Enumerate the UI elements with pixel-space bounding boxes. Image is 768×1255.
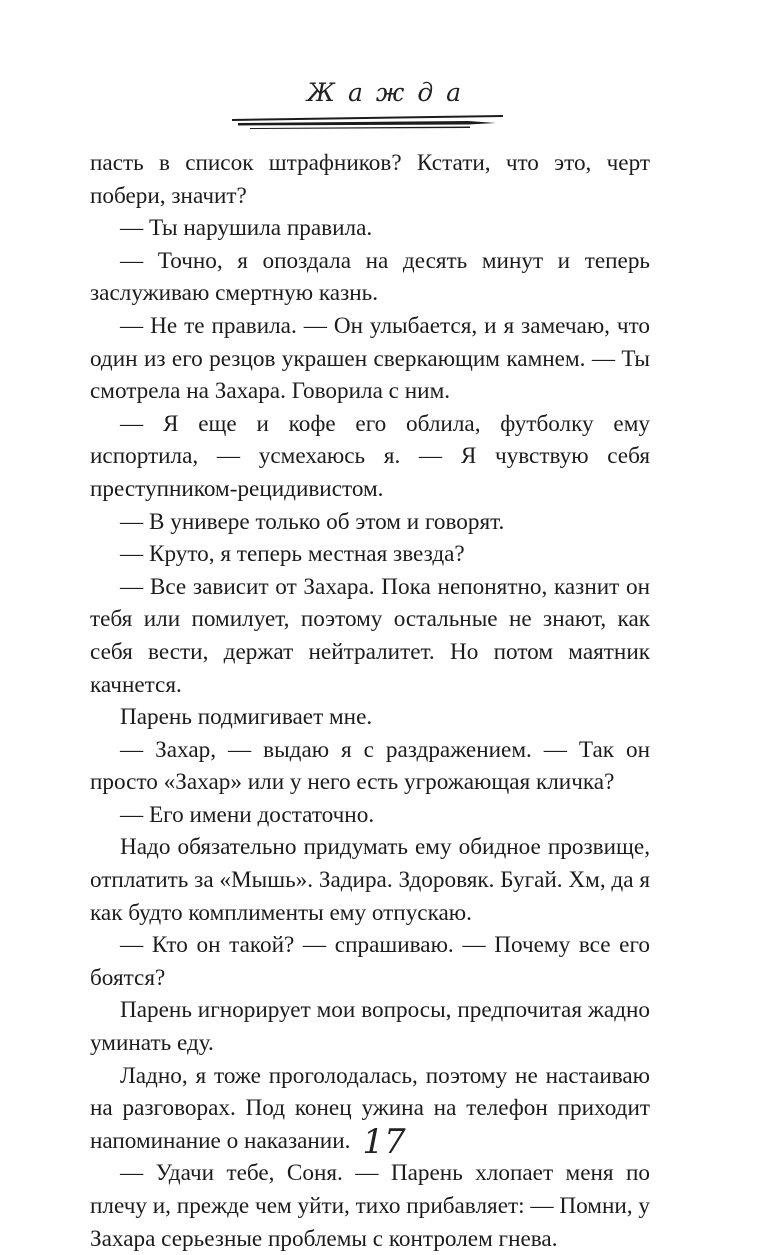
paragraph: Парень подмигивает мне. <box>120 704 373 731</box>
paragraph: — Все зависит от Захара. Пока непонятно, казнит он тебя или помилует, поэтому остальные не знают, как себя вести, держат нейтралитет. Но потом маятник качнется. <box>90 573 650 698</box>
paragraph: Парень игнорирует мои вопросы, предпочитая жадно уминать еду. <box>90 997 650 1057</box>
paragraph: — Ты нарушила правила. <box>120 215 373 242</box>
paragraph: — Удачи тебе, Соня. — Парень хлопает меня по плечу и, прежде чем уйти, тихо прибавляет: — Помни, у Захара серьезные проблемы с контролем гнева. <box>90 1160 650 1252</box>
paragraph: — Захар, — выдаю я с раздражением. — Так он просто «Захар» или у него есть угрожающая кличка? <box>90 736 650 796</box>
paragraph: — Круто, я теперь местная звезда? <box>120 541 465 568</box>
book-title: Жажда <box>306 78 475 107</box>
paragraph: пасть в список штрафников? Кстати, что это, черт побери, значит? <box>90 150 650 209</box>
page-body <box>90 147 650 1255</box>
paragraph: — Не те правила. — Он улыбается, и я замечаю, что один из его резцов украшен сверкающим камнем. — Ты смотрела на Захара. Говорила с ним. <box>90 312 650 405</box>
paragraph: — Я еще и кофе его облила, футболку ему испортила, — усмехаюсь я. — Я чувствую себя преступником-рецидивистом. <box>90 410 650 502</box>
decorative-rule <box>0 112 768 132</box>
paragraph: Надо обязательно придумать ему обидное прозвище, отплатить за «Мышь». Задира. Здоровяк. Бугай. Хм, да я как будто комплименты ему отпускаю. <box>90 834 650 926</box>
paragraph: — Кто он такой? — спрашиваю. — Почему все его боятся? <box>90 932 650 991</box>
paragraph: Ладно, я тоже проголодалась, поэтому не настаиваю на разговорах. Под конец ужина на телефон приходит напоминание о наказании. <box>90 1062 650 1154</box>
paragraph: — Точно, я опоздала на десять минут и теперь заслуживаю смертную казнь. <box>90 247 650 307</box>
paragraph: — В универе только об этом и говорят. <box>120 508 505 535</box>
page-number: 17 <box>362 1122 406 1162</box>
running-header <box>0 78 768 107</box>
paragraph: — Его имени достаточно. <box>120 801 375 828</box>
